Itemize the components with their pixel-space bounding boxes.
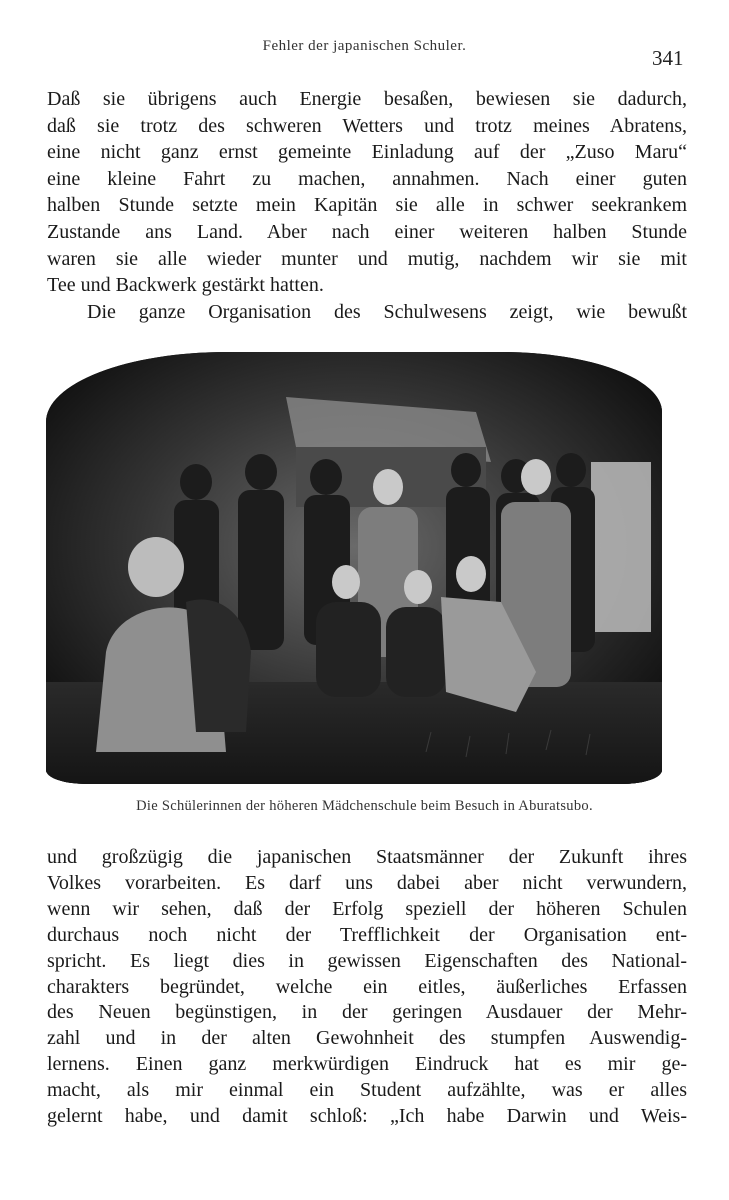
- text-line: durchaus noch nicht der Trefflichkeit der Organisation ent-: [47, 923, 687, 946]
- page-number: 341: [652, 46, 684, 70]
- text-line: macht, als mir einmal ein Student aufzählte, was er alles: [47, 1079, 687, 1102]
- paragraph-top: [47, 86, 687, 325]
- text-line: charakters begründet, welche ein eitles, äußerliches Erfassen: [47, 975, 687, 998]
- paragraph-bottom: [47, 845, 687, 1130]
- text-line: gelernt habe, und damit schloß: „Ich habe Darwin und Weis-: [47, 1105, 687, 1128]
- text-line: Daß sie übrigens auch Energie besaßen, bewiesen sie dadurch,: [47, 88, 687, 110]
- text-line: Zustande ans Land. Aber nach einer weiteren halben Stunde: [47, 220, 687, 243]
- text-line: des Neuen begünstigen, in der geringen Ausdauer der Mehr-: [47, 1001, 687, 1024]
- text-line: Tee und Backwerk gestärkt hatten.: [47, 274, 324, 297]
- text-line: Volkes vorarbeiten. Es darf uns dabei aber nicht verwundern,: [47, 871, 687, 894]
- running-header: Fehler der japanischen Schuler.: [262, 38, 467, 54]
- photo-illustration: [46, 352, 662, 784]
- group-photograph: [46, 352, 662, 784]
- text-line: eine kleine Fahrt zu machen, annahmen. Nach einer guten: [47, 167, 687, 190]
- text-line: spricht. Es liegt dies in gewissen Eigenschaften des National-: [47, 949, 687, 972]
- text-line: eine nicht ganz ernst gemeinte Einladung auf der „Zuso Maru“: [47, 141, 687, 164]
- text-line: und großzügig die japanischen Staatsmänner der Zukunft ihres: [47, 846, 687, 868]
- text-line: daß sie trotz des schweren Wetters und trotz meines Abratens,: [47, 114, 687, 137]
- text-line: lernens. Einen ganz merkwürdigen Eindruck hat es mir ge-: [47, 1053, 687, 1076]
- text-line: halben Stunde setzte mein Kapitän sie alle in schwer seekrankem: [47, 194, 687, 217]
- text-line: zahl und in der alten Gewohnheit des stumpfen Auswendig-: [47, 1027, 687, 1050]
- text-line: waren sie alle wieder munter und mutig, nachdem wir sie mit: [47, 247, 687, 270]
- figure-caption: Die Schülerinnen der höheren Mädchenschule beim Besuch in Aburatsubo.: [136, 798, 593, 814]
- text-line: wenn wir sehen, daß der Erfolg speziell der höheren Schulen: [47, 897, 687, 920]
- text-line: Die ganze Organisation des Schulwesens zeigt, wie bewußt: [87, 300, 687, 323]
